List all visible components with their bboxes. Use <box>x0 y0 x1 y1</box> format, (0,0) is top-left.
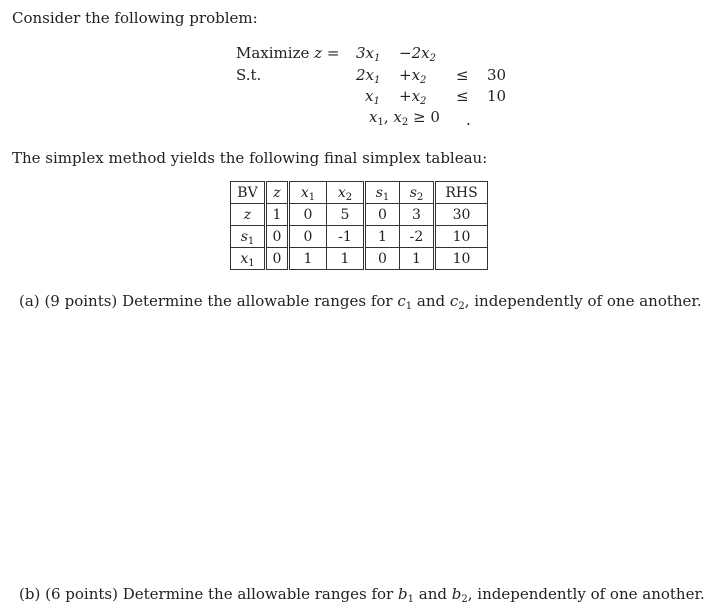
simplex-tableau <box>230 181 488 270</box>
row-s2: 1 <box>400 248 435 270</box>
row-z: 0 <box>266 226 289 248</box>
row-z: 0 <box>266 248 289 270</box>
row-bv: z <box>231 204 266 226</box>
row-s1: 1 <box>365 226 400 248</box>
part-b-text: Determine the allowable ranges for <box>122 585 394 603</box>
constraint-1-op: ≤ <box>456 66 469 84</box>
header-x1: $x_1$ <box>289 182 327 204</box>
header-x2: $x_2$ <box>327 182 365 204</box>
row-rhs: 30 <box>435 204 488 226</box>
row-x1: 1 <box>289 248 327 270</box>
objective-term-2: $-2x_2$ <box>399 44 436 64</box>
maximize-label: Maximize z = <box>236 44 340 62</box>
row-x2: 1 <box>327 248 365 270</box>
header-rhs: RHS <box>435 182 488 204</box>
constraint-2-term-1: $x_1$ <box>365 87 380 107</box>
constraint-2-term-2: $+x_2$ <box>399 87 427 107</box>
row-bv: $s_1$ <box>231 226 266 248</box>
constraint-2-rhs: 10 <box>487 87 507 105</box>
row-s2: 3 <box>400 204 435 226</box>
part-b-label: (b) <box>19 585 41 603</box>
nonneg-period: . <box>466 111 471 129</box>
st-label: S.t. <box>236 66 262 84</box>
row-s1: 0 <box>365 204 400 226</box>
nonnegativity: $x_1$, $x_2 \ge 0$ <box>369 108 440 128</box>
table-row <box>231 226 488 248</box>
part-b-question: (b) (6 points) Determine the allowable ranges for $b_1$ and $b_2$, independently of one another. <box>19 585 705 605</box>
intro-text: Consider the following problem: <box>12 9 258 27</box>
row-rhs: 10 <box>435 226 488 248</box>
part-a-question: (a) (9 points) Determine the allowable ranges for $c_1$ and $c_2$, independently of one another. <box>19 292 702 312</box>
table-row <box>231 248 488 270</box>
constraint-2-op: ≤ <box>456 87 469 105</box>
constraint-1-term-2: $+x_2$ <box>399 66 427 86</box>
part-a-points: (9 points) <box>44 292 118 310</box>
tableau-header-row <box>231 182 488 204</box>
simplex-text: The simplex method yields the following final simplex tableau: <box>12 149 488 167</box>
header-s2: $s_2$ <box>400 182 435 204</box>
header-s1: $s_1$ <box>365 182 400 204</box>
header-z: z <box>266 182 289 204</box>
row-x1: 0 <box>289 226 327 248</box>
part-a-text: Determine the allowable ranges for <box>122 292 393 310</box>
row-bv: $x_1$ <box>231 248 266 270</box>
row-x1: 0 <box>289 204 327 226</box>
part-b-points: (6 points) <box>45 585 118 603</box>
row-s1: 0 <box>365 248 400 270</box>
header-bv: BV <box>231 182 266 204</box>
row-x2: -1 <box>327 226 365 248</box>
part-a-label: (a) <box>19 292 40 310</box>
constraint-1-term-1: $2x_1$ <box>356 66 381 86</box>
table-row <box>231 204 488 226</box>
row-x2: 5 <box>327 204 365 226</box>
objective-term-1: $3x_1$ <box>356 44 381 64</box>
constraint-1-rhs: 30 <box>487 66 507 84</box>
row-s2: -2 <box>400 226 435 248</box>
row-rhs: 10 <box>435 248 488 270</box>
row-z: 1 <box>266 204 289 226</box>
